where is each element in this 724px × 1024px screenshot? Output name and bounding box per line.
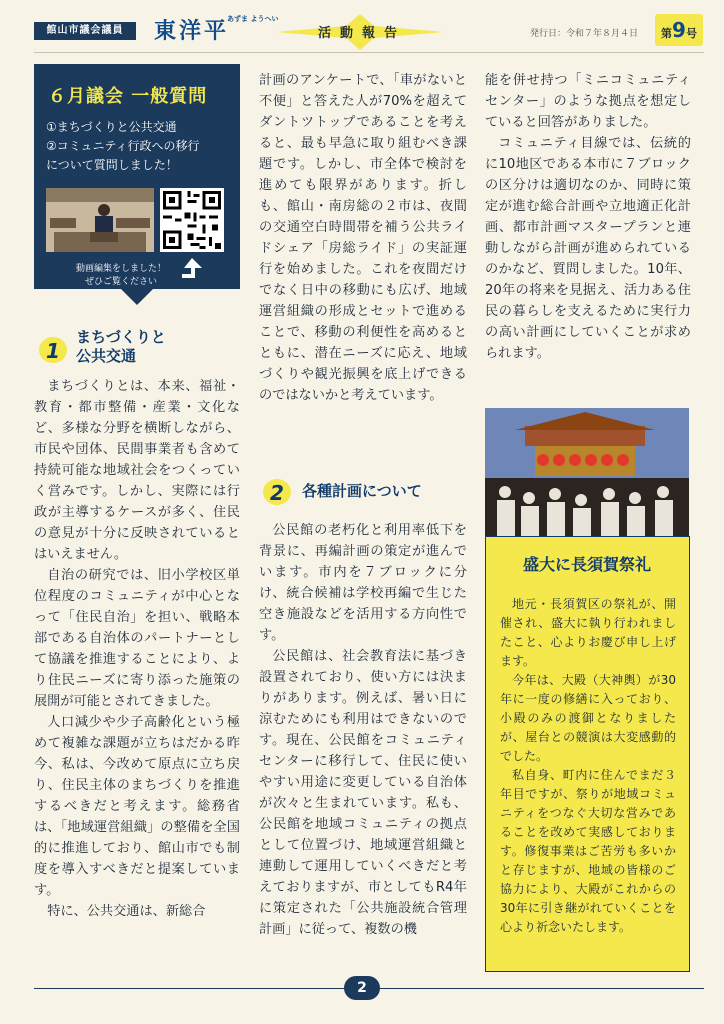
question-item-2: ②コミュニティ行政への移行 [46, 139, 200, 153]
arrow-up-icon [180, 258, 204, 284]
section-number-2-badge [262, 478, 292, 506]
issue-date: 発行日：令和７年８月４日 [530, 29, 639, 39]
column-2-continued-text: 計画のアンケートで、「車がないと不便」と答えた人が70%を超えてダントツトップであることを考えると、最も早急に取り組むべき課題です。しかし、市全体で検討を進めても限界があります。折しも、館山・南房総の２市は、夜間の交通空白時間帯を補う公共ライドシェア「房総ライド」の実証運行を始めました。これを夜間だけでなく日中の移動にも広げ、地域運営組織の形成とセットで進めることで、移動の利便性を高めるとともに、潜在ニーズに応え、地域づくりや観光振興を底上げできるのではないかと考えています。 [259, 73, 467, 403]
section-2-body: 公民館の老朽化と利用率低下を背景に、再編計画の策定が進んでいます。市内を７ブロックに分け、統合候補は学校再編で生じた空き施設などを活用する方向性です。 公民館は、社会教育法に基づき設置されており、使い方には決まりがあります。例えば、暑い日に涼むためにも利用はできないのです。現在、公民館をコミュニティセンターに移行して、住民に使いやすい用途に変更している自治体が次々と生まれています。私も、公民館を地域コミュニティの拠点として位置づけ、地域運営組織と連動して運用していくべきだと考えておりますが、市としてもR4年に策定された「公共施設統合管理計画」に従って、複数の機 [259, 523, 467, 937]
svg-text:1: 1 [46, 339, 60, 363]
page-number: 2 [344, 976, 380, 1000]
section-2-heading: 各種計画について [302, 482, 422, 500]
qr-code[interactable] [160, 188, 224, 252]
header-divider [34, 52, 704, 53]
svg-text:2: 2 [270, 481, 284, 505]
issue-number-badge: 第9号 [655, 14, 703, 46]
festival-box-title: 盛大に長須賀祭礼 [522, 555, 651, 574]
section-1-body: まちづくりとは、本来、福祉・教育・都市整備・産業・文化など、多様な分野を横断しながら、市民や団体、民間事業者も含めて持続可能な地域社会をつくっていく営みです。しかし、実際には行政が主導するケースが多く、住民の意見が十分に反映されているとはいえません。 自治の研究では、旧小学校区単位程度のコミュニティが中心となって「住民自治」を担い、戦略本部である自治体のパートナーとして協議を推進することにより、より住民ニーズに寄り添った施策の展開が可能とされてきました。 人口減少や少子高齢化という極めて複雑な課題が立ちはだかる昨今、私は、今改めて原点に立ち戻り、住民主体のまちづくりを推進するべきだと考えます。総務省は、「地域運営組織」の整備を全国的に推進しており、館山市でも制度を導入すべきだと提案しています。 特に、公共交通は、新総合 [34, 379, 240, 919]
question-box-title: ６月議会 一般質問 [48, 86, 208, 107]
video-note: 動画編集をしました！ ぜひご覧ください [75, 264, 166, 287]
report-title: 活動報告 [317, 26, 406, 41]
festival-box-body: 地元・長須賀区の祭礼が、開催され、盛大に執り行われましたこと、心よりお慶び申し上げます。 今年は、大殿（大神輿）が30年に一度の修繕に入っており、小殿のみの渡御となりましたが、屋台との競演は大変感動的でした。 私自身、町内に住んでまだ３年目ですが、祭りが地域コミュニティをつなぐ大切な営みであることを改めて実感しております。修復事業はご苦労も多いかと存じますが、地域の皆様のご協力により、大殿がこれからの30年に引き継がれていくことを心より祈念いたします。 [500, 597, 676, 934]
section-1-heading: まちづくりと 公共交通 [76, 328, 166, 365]
question-box-pointer [121, 289, 153, 305]
question-item-3: について質問しました！ [46, 158, 178, 172]
column-3-continued-text: 能を併せ持つ「ミニコミュニティセンター」のような拠点を想定していると回答がありました。 コミュニティ目線では、伝統的に10地区である本市に７ブロックの区分けは適切なのか、同時に策定が進む総合計画や立地適正化計画、都市計画マスタープランと連動しながら計画が進められているのかなど、質問しました。10年、20年の将来を見据え、活力ある住民の暮らしを支えるために実行力の高い計画にしていくことが求められます。 [485, 73, 691, 361]
question-item-1: ①まちづくりと公共交通 [46, 120, 177, 134]
member-name: 東洋平$^{あずま ようへい}$ [154, 15, 279, 44]
council-role-badge: 館山市議会議員 [34, 22, 136, 40]
section-number-1-badge [38, 336, 68, 364]
council-video-thumbnail[interactable] [46, 188, 154, 252]
member-name-ruby: あずま ようへい [227, 15, 279, 23]
festival-photo [485, 408, 689, 536]
